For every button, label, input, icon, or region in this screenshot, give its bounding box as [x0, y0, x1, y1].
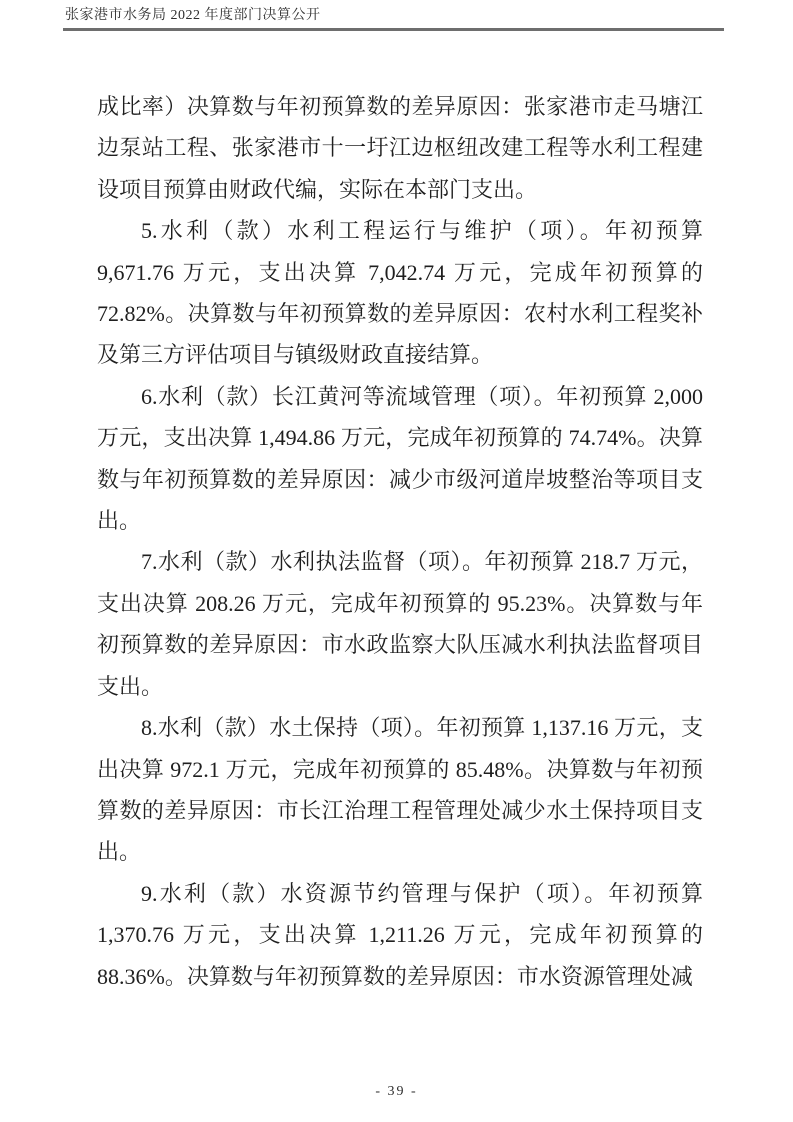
body-paragraph: 7.水利（款）水利执法监督（项）。年初预算 218.7 万元，支出决算 208.26 万元，完成年初预算的 95.23%。决算数与年初预算数的差异原因：市水政监察大队压减水利执法监督项目支出。: [97, 549, 703, 699]
body-paragraph: 6.水利（款）长江黄河等流域管理（项）。年初预算 2,000 万元，支出决算 1,494.86 万元，完成年初预算的 74.74%。决算数与年初预算数的差异原因：减少市级河道岸坡整治等项目支出。: [97, 383, 703, 534]
header-title: 张家港市水务局 2022 年度部门决算公开: [65, 8, 321, 23]
body-paragraph: 成比率）决算数与年初预算数的差异原因：张家港市走马塘江边泵站工程、张家港市十一圩江边枢纽改建工程等水利工程建设项目预算由财政代编，实际在本部门支出。: [97, 94, 703, 202]
document-body: [97, 86, 703, 997]
body-paragraph: 5.水利（款）水利工程运行与维护（项）。年初预算 9,671.76 万元，支出决算 7,042.74 万元，完成年初预算的 72.82%。决算数与年初预算数的差异原因：农村水利工程奖补及第三方评估项目与镇级财政直接结算。: [97, 218, 703, 368]
page-number: - 39 -: [375, 1084, 418, 1099]
page-footer: [0, 1082, 793, 1100]
header-rule: [63, 28, 724, 31]
body-paragraph: 8.水利（款）水土保持（项）。年初预算 1,137.16 万元，支出决算 972.1 万元，完成年初预算的 85.48%。决算数与年初预算数的差异原因：市长江治理工程管理处减少水土保持项目支出。: [97, 715, 703, 865]
body-paragraph: 9.水利（款）水资源节约管理与保护（项）。年初预算 1,370.76 万元，支出决算 1,211.26 万元，完成年初预算的 88.36%。决算数与年初预算数的差异原因：市水资源管理处减: [97, 880, 703, 989]
